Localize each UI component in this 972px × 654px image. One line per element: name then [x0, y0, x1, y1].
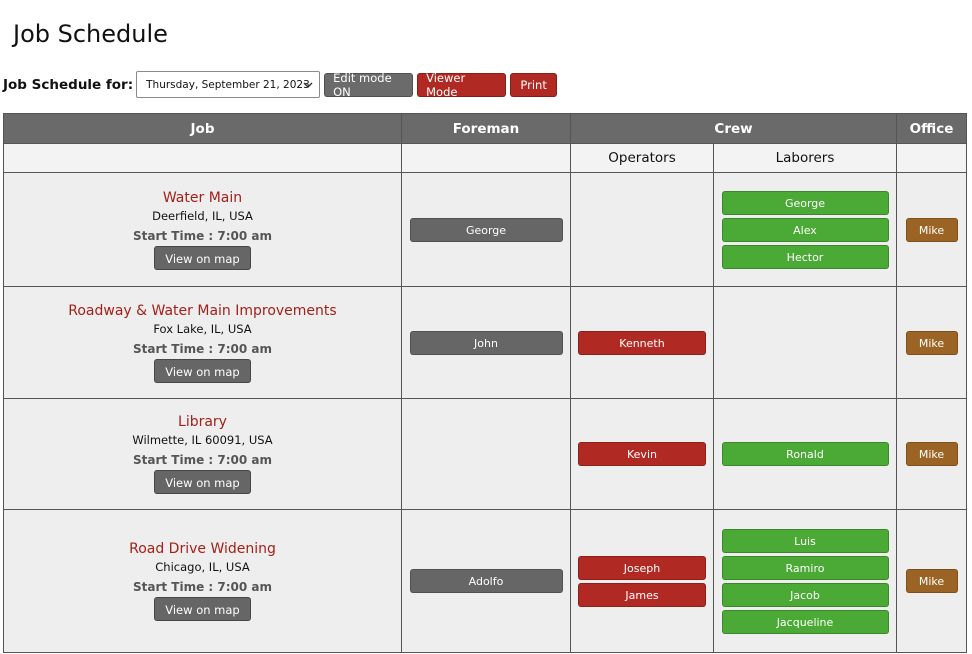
job-start-time: Start Time : 7:00 am: [132, 228, 273, 243]
chevron-down-icon: [303, 80, 313, 90]
subheader-office-empty: [897, 144, 967, 173]
job-start-time: Start Time : 7:00 am: [132, 341, 273, 356]
job-cell: [4, 287, 402, 399]
subheader-operators: Operators: [571, 144, 714, 173]
operators-cell: [571, 287, 714, 399]
office-chip[interactable]: Mike: [906, 569, 958, 593]
subheader-job-empty: [4, 144, 402, 173]
view-on-map-button[interactable]: View on map: [154, 359, 250, 383]
laborer-chip[interactable]: Ronald: [722, 442, 889, 466]
office-cell: [897, 173, 967, 287]
job-cell: [4, 399, 402, 510]
office-cell: [897, 287, 967, 399]
laborers-cell: [714, 399, 897, 510]
job-name: Roadway & Water Main Improvements: [68, 302, 337, 319]
office-cell: [897, 399, 967, 510]
job-location: Chicago, IL, USA: [155, 560, 250, 574]
foreman-chip[interactable]: John: [410, 331, 563, 355]
print-button[interactable]: Print: [510, 73, 557, 97]
laborer-chip[interactable]: Jacqueline: [722, 610, 889, 634]
operator-chip[interactable]: James: [578, 583, 706, 607]
job-location: Deerfield, IL, USA: [152, 208, 253, 223]
schedule-date-label: Job Schedule for:: [3, 76, 134, 93]
schedule-table: [3, 113, 967, 653]
operators-cell: [571, 510, 714, 653]
job-name: Library: [178, 414, 227, 430]
job-cell: [4, 510, 402, 653]
office-chip[interactable]: Mike: [906, 218, 958, 242]
foreman-cell: [402, 173, 571, 287]
schedule-date-select[interactable]: [136, 71, 320, 98]
job-start-time: Start Time : 7:00 am: [132, 453, 273, 467]
laborer-chip[interactable]: Luis: [722, 529, 889, 553]
laborer-chip[interactable]: Alex: [722, 218, 889, 242]
operators-cell: [571, 173, 714, 287]
job-location: Fox Lake, IL, USA: [153, 321, 252, 336]
viewer-mode-button[interactable]: Viewer Mode: [417, 73, 506, 97]
header-job: Job: [4, 114, 402, 144]
job-name: Water Main: [162, 189, 243, 206]
office-cell: [897, 510, 967, 653]
job-name: Road Drive Widening: [129, 541, 276, 557]
laborers-cell: [714, 287, 897, 399]
operator-chip[interactable]: Kevin: [578, 442, 706, 466]
schedule-date-value: Thursday, September 21, 2023: [146, 78, 310, 91]
subheader-foreman-empty: [402, 144, 571, 173]
office-chip[interactable]: Mike: [906, 442, 958, 466]
foreman-chip[interactable]: George: [410, 218, 563, 242]
operator-chip[interactable]: Joseph: [578, 556, 706, 580]
foreman-chip[interactable]: Adolfo: [410, 569, 563, 593]
view-on-map-button[interactable]: View on map: [154, 246, 250, 270]
foreman-cell: [402, 510, 571, 653]
view-on-map-button[interactable]: View on map: [154, 470, 250, 494]
job-location: Wilmette, IL 60091, USA: [132, 433, 273, 447]
header-office: Office: [897, 114, 967, 144]
job-cell: [4, 173, 402, 287]
job-start-time: Start Time : 7:00 am: [132, 580, 273, 594]
toolbar: [3, 71, 561, 98]
table-row: [4, 399, 967, 510]
laborer-chip[interactable]: Hector: [722, 245, 889, 269]
office-chip[interactable]: Mike: [906, 331, 958, 355]
table-row: [4, 287, 967, 399]
table-row: [4, 173, 967, 287]
laborers-cell: [714, 510, 897, 653]
laborer-chip[interactable]: Jacob: [722, 583, 889, 607]
header-foreman: Foreman: [402, 114, 571, 144]
header-crew: Crew: [571, 114, 897, 144]
operators-cell: [571, 399, 714, 510]
page-title: Job Schedule: [13, 20, 168, 48]
laborer-chip[interactable]: George: [722, 191, 889, 215]
table-row: [4, 510, 967, 653]
subheader-laborers: Laborers: [714, 144, 897, 173]
foreman-cell: [402, 287, 571, 399]
laborer-chip[interactable]: Ramiro: [722, 556, 889, 580]
edit-mode-button[interactable]: Edit mode ON: [324, 73, 413, 97]
foreman-cell: [402, 399, 571, 510]
laborers-cell: [714, 173, 897, 287]
view-on-map-button[interactable]: View on map: [154, 597, 250, 621]
operator-chip[interactable]: Kenneth: [578, 331, 706, 355]
